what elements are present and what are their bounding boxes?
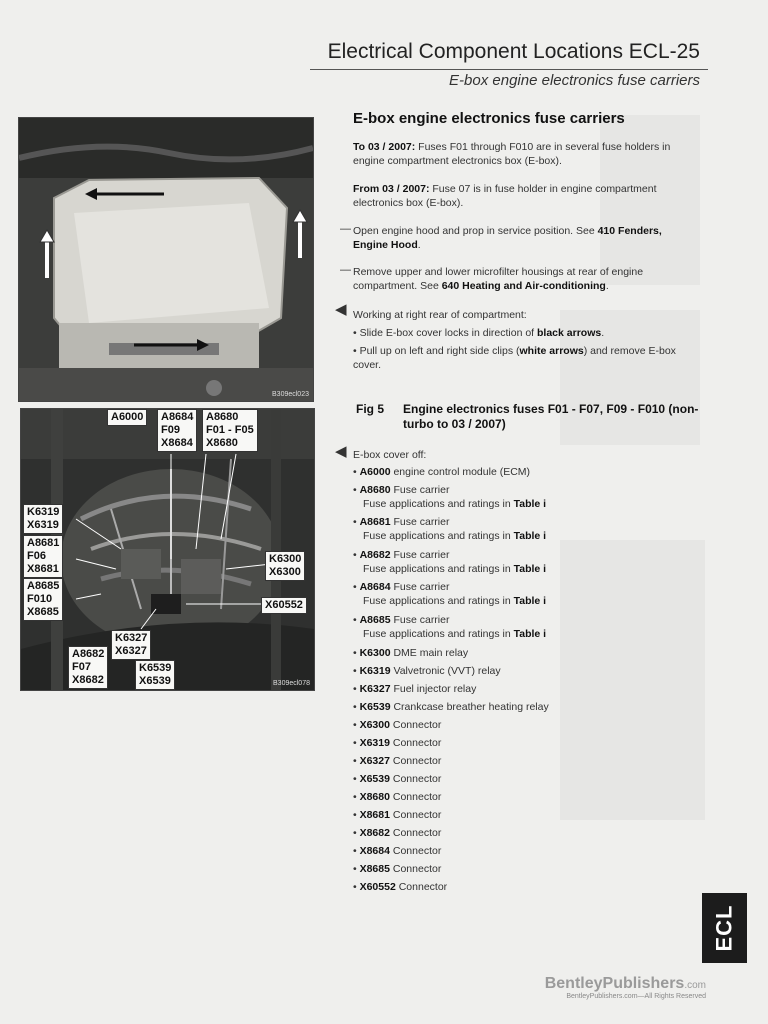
step-dash: — <box>340 264 351 276</box>
list-item: • X6539 Connector <box>353 773 442 785</box>
list-item: • K6327 Fuel injector relay <box>353 683 477 695</box>
bullet-text: • Pull up on left and right side clips ( <box>353 345 520 357</box>
table-reference: Table i <box>513 530 547 542</box>
list-item: • X8680 Connector <box>353 791 442 803</box>
bullet-punct: ) and remove E-box cover. <box>353 345 676 371</box>
step-text: Remove upper and lower microfilter housings at rear of engine compartment. See <box>353 266 644 292</box>
ebox-fuse-carriers-photo <box>20 408 315 691</box>
page-header-title: Electrical Component Locations ECL-25 <box>327 40 700 63</box>
list-subitem: Fuse applications and ratings in Table i <box>363 595 547 607</box>
reference-link: 640 Heating and Air-conditioning <box>441 280 606 292</box>
list-subitem: Fuse applications and ratings in Table i <box>363 530 547 542</box>
page-header-subtitle: E-box engine electronics fuse carriers <box>449 72 700 89</box>
list-item: • X8685 Connector <box>353 863 442 875</box>
footer-copyright: BentleyPublishers.com—All Rights Reserved <box>566 993 706 1000</box>
list-item: • A8685 Fuse carrier <box>353 614 450 626</box>
paragraph-text: Fuses F01 through F010 are in several fuse holders in engine compartment electronics box (E-box). <box>353 141 671 167</box>
pointer-arrow-icon: ◀ <box>335 301 347 318</box>
paragraph-text: Fuse 07 is in fuse holder in engine compartment electronics box (E-box). <box>353 183 657 209</box>
step-text: Open engine hood and prop in service position. See <box>353 225 598 237</box>
date-label: From 03 / 2007: <box>353 183 430 195</box>
table-reference: Table i <box>513 563 547 575</box>
figure-label: Fig 5 <box>356 402 385 416</box>
bullet-punct: . <box>601 327 605 339</box>
section-tab <box>702 893 747 963</box>
photo-code: B309ecl023 <box>272 391 309 398</box>
bullet-pull-clips <box>353 344 698 372</box>
list-item: • A8681 Fuse carrier <box>353 516 450 528</box>
figure-title: Engine electronics fuses F01 - F07, F09 - F010 (non-turbo to 03 / 2007) <box>403 402 699 431</box>
list-item: • A6000 engine control module (ECM) <box>353 466 531 478</box>
callout-k6539: K6539 X6539 <box>135 660 175 690</box>
step-remove-microfilter <box>353 265 698 293</box>
brand-suffix: .com <box>684 980 706 991</box>
callout-k6300: K6300 X6300 <box>265 551 305 581</box>
paragraph-from-2007 <box>353 182 698 210</box>
step-punct: . <box>417 239 421 251</box>
step-punct: . <box>605 280 609 292</box>
list-item: • X8682 Connector <box>353 827 442 839</box>
list-subitem: Fuse applications and ratings in Table i <box>363 628 547 640</box>
list-item: • K6300 DME main relay <box>353 647 469 659</box>
pointer-arrow-icon: ◀ <box>335 443 347 460</box>
list-item: • A8680 Fuse carrier <box>353 484 450 496</box>
list-item: • A8682 Fuse carrier <box>353 549 450 561</box>
brand-name: BentleyPublishers <box>544 975 685 992</box>
list-item: • K6539 Crankcase breather heating relay <box>353 701 549 713</box>
callout-a8682: A8682 F07 X8682 <box>68 646 108 689</box>
paragraph-to-2007 <box>353 140 698 168</box>
list-item: • X60552 Connector <box>353 881 448 893</box>
section-tab-label: ECL <box>711 904 737 952</box>
show-through-shading <box>560 540 705 820</box>
photo-code: B309ecl078 <box>273 680 310 687</box>
table-reference: Table i <box>513 498 547 510</box>
callout-a8681: A8681 F06 X8681 <box>23 535 63 578</box>
list-item: • X6319 Connector <box>353 737 442 749</box>
callout-a6000: A6000 <box>107 409 147 426</box>
section-heading: E-box engine electronics fuse carriers <box>353 110 625 127</box>
callout-x60552: X60552 <box>261 597 307 614</box>
bullet-text: • Slide E-box cover locks in direction of <box>353 327 538 339</box>
callout-a8685: A8685 F010 X8685 <box>23 578 63 621</box>
step-open-hood <box>353 224 698 252</box>
list-item: • X8684 Connector <box>353 845 442 857</box>
table-reference: Table i <box>513 628 547 640</box>
engine-ebox-cover-photo <box>18 117 314 402</box>
callout-k6319: K6319 X6319 <box>23 504 63 534</box>
list-subitem: Fuse applications and ratings in Table i <box>363 563 547 575</box>
list-item: • K6319 Valvetronic (VVT) relay <box>353 665 501 677</box>
list-subitem: Fuse applications and ratings in Table i <box>363 498 547 510</box>
bullet-emphasis: white arrows <box>519 345 584 357</box>
callout-a8680: A8680 F01 - F05 X8680 <box>202 409 258 452</box>
working-note: Working at right rear of compartment: <box>353 309 527 321</box>
list-item: • X6327 Connector <box>353 755 442 767</box>
footer-brand <box>470 975 706 993</box>
reference-link: 410 Fenders, Engine Hood <box>353 225 662 251</box>
table-reference: Table i <box>513 595 547 607</box>
step-dash: — <box>340 223 351 235</box>
figure-intro: E-box cover off: <box>353 449 427 461</box>
date-label: To 03 / 2007: <box>353 141 416 153</box>
callout-a8684: A8684 F09 X8684 <box>157 409 197 452</box>
callout-k6327: K6327 X6327 <box>111 630 151 660</box>
list-item: • A8684 Fuse carrier <box>353 581 450 593</box>
list-item: • X8681 Connector <box>353 809 442 821</box>
bullet-slide-locks <box>353 326 698 340</box>
list-item: • X6300 Connector <box>353 719 442 731</box>
header-rule <box>310 69 708 70</box>
bullet-emphasis: black arrows <box>537 327 602 339</box>
